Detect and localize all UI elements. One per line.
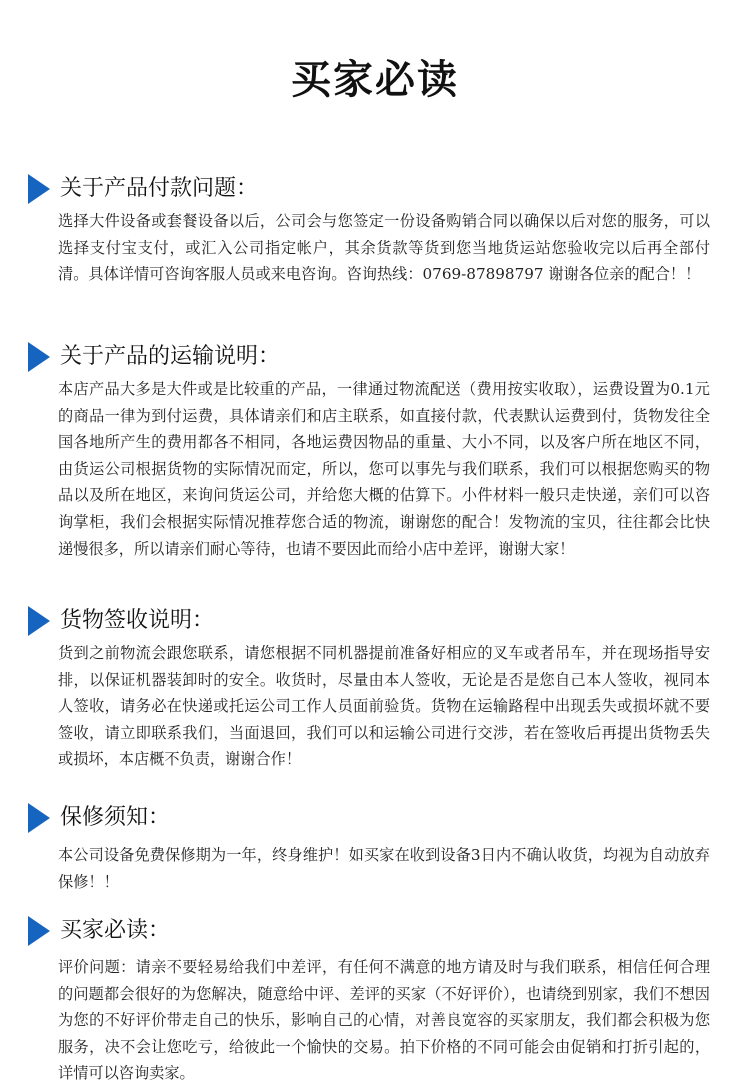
triangle-marker-icon bbox=[28, 606, 50, 636]
section-heading-shipping bbox=[28, 340, 280, 374]
section-heading-label: 货物签收说明： bbox=[60, 608, 215, 633]
triangle-marker-icon bbox=[28, 342, 50, 372]
section-heading-label: 买家必读： bbox=[60, 918, 171, 943]
section-heading-payment bbox=[28, 172, 258, 206]
section-body-shipping: 本店产品大多是大件或是比较重的产品，一律通过物流配送（费用按实收取），运费设置为0.1元的商品一律为到付运费，具体请亲们和店主联系，如直接付款，代表默认运费到付，货物发往全国各地所产生的费用都各不相同，各地运费因物品的重量、大小不同，以及客户所在地区不同，由货运公司根据货物的实际情况而定，所以，您可以事先与我们联系，我们可以根据您购买的物品以及所在地区，来询问货运公司，并给您大概的估算下。小件材料一般只走快递，亲们可以咨询掌柜，我们会根据实际情况推荐您合适的物流，谢谢您的配合！发物流的宝贝，往往都会比快递慢很多，所以请亲们耐心等待，也请不要因此而给小店中差评，谢谢大家！ bbox=[58, 380, 710, 558]
section-heading-label: 保修须知： bbox=[60, 805, 171, 830]
section-heading-buyer-notice bbox=[28, 914, 170, 948]
section-heading-label: 关于产品的运输说明： bbox=[60, 344, 281, 369]
section-body-receipt: 货到之前物流会跟您联系，请您根据不同机器提前准备好相应的叉车或者吊车，并在现场指导安排，以保证机器装卸时的安全。收货时，尽量由本人签收，无论是否是您自己本人签收，视同本人签收，请务必在快递或托运公司工作人员面前验货。货物在运输路程中出现丢失或损坏就不要签收，请立即联系我们，当面退回，我们可以和运输公司进行交涉，若在签收后再提出货物丢失或损坏，本店概不负责，谢谢合作！ bbox=[58, 644, 710, 769]
section-heading-warranty bbox=[28, 801, 170, 835]
triangle-marker-icon bbox=[28, 174, 50, 204]
section-body-payment: 选择大件设备或套餐设备以后，公司会与您签定一份设备购销合同以确保以后对您的服务，可以选择支付宝支付，或汇入公司指定帐户，其余货款等货到您当地货运站您验收完以后再全部付清。具体详情可咨询客服人员或来电咨询。咨询热线：0769-87898797 谢谢各位亲的配合！！ bbox=[58, 212, 710, 284]
section-heading-label: 关于产品付款问题： bbox=[60, 176, 259, 201]
triangle-marker-icon bbox=[28, 803, 50, 833]
triangle-marker-icon bbox=[28, 916, 50, 946]
section-heading-receipt bbox=[28, 604, 214, 638]
page-title: 买家必读 bbox=[291, 57, 459, 103]
section-body-buyer-notice: 评价问题：请亲不要轻易给我们中差评，有任何不满意的地方请及时与我们联系，相信任何合理的问题都会很好的为您解决，随意给中评、差评的买家（不好评价），也请绕到别家，我们不想因为您的不好评价带走自己的快乐，影响自己的心情，对善良宽容的买家朋友，我们都会积极为您服务，决不会让您吃亏，给彼此一个愉快的交易。拍下价格的不同可能会由促销和打折引起的，详情可以咨询卖家。 bbox=[58, 958, 710, 1083]
section-body-warranty: 本公司设备免费保修期为一年，终身维护！如买家在收到设备3日内不确认收货，均视为自动放弃保修！！ bbox=[58, 846, 710, 891]
